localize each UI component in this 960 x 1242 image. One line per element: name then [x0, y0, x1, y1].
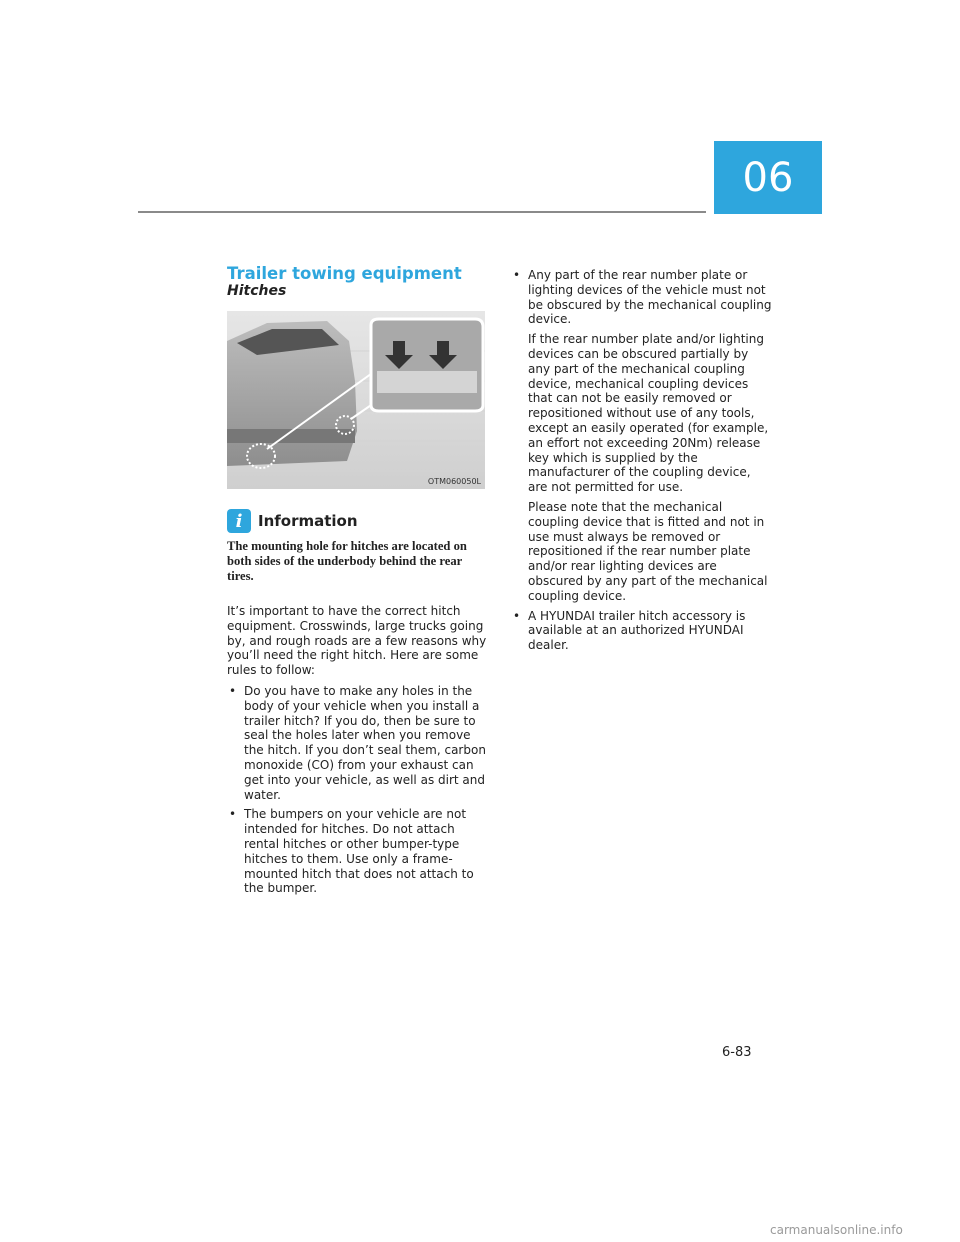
bullet-icon: •: [513, 268, 521, 282]
vehicle-rear-illustration: [227, 311, 485, 489]
section-title: Trailer towing equipment: [227, 264, 462, 283]
info-icon: i: [227, 509, 251, 533]
list-item-text: Do you have to make any holes in the body of your vehicle when you install a trailer hitch? If you do, then be sure to seal the holes later when you remove the hitch. If you don’t seal them, carbon monoxide (CO) from your exhaust can get into your vehicle, as well as dirt and water.: [244, 683, 486, 802]
list-item: [227, 684, 489, 802]
info-header: [227, 509, 489, 533]
page-number: 6-83: [722, 1045, 752, 1060]
right-bullet-list: [511, 268, 773, 653]
list-item: [227, 807, 489, 896]
bullet-icon: •: [513, 608, 521, 623]
info-body: The mounting hole for hitches are located on both sides of the underbody behind the rear tires.: [227, 539, 467, 583]
left-column: [227, 262, 489, 901]
list-item: [511, 268, 773, 604]
footer-watermark: carmanualsonline.info: [770, 1223, 903, 1237]
list-item-text: The bumpers on your vehicle are not intended for hitches. Do not attach rental hitches or other bumper-type hitches to them. Use only a frame-mounted hitch that does not attach to the bumper.: [244, 807, 474, 896]
hitch-location-figure: [227, 311, 485, 489]
bullet-icon: •: [229, 807, 237, 822]
header-rule: [138, 211, 706, 213]
list-item-text: A HYUNDAI trailer hitch accessory is available at an authorized HYUNDAI dealer.: [528, 608, 746, 653]
chapter-tab: [714, 141, 822, 214]
chapter-number: 06: [742, 154, 794, 201]
subsection-title: Hitches: [227, 283, 287, 299]
list-item: [511, 609, 773, 653]
figure-code: OTM060050L: [427, 477, 481, 486]
left-bullet-list: [227, 684, 489, 896]
intro-paragraph: It’s important to have the correct hitch equipment. Crosswinds, large trucks going by, and rough roads are a few reasons why you’ll need the right hitch. Here are some rules to follow:: [227, 604, 487, 678]
bullet-icon: •: [229, 683, 237, 698]
list-item-paragraph: If the rear number plate and/or lighting devices can be obscured partially by any part of the mechanical coupling device, mechanical coupling devices that can not be easily removed or repositioned without use of any tools, except an easily operated (for example, an effort not exceeding 20Nm) release key which is supplied by the manufacturer of the coupling device, are not permitted for use.: [528, 332, 769, 495]
list-item-paragraph: Please note that the mechanical coupling device that is fitted and not in use must always be removed or repositioned if the rear number plate and/or rear lighting devices are obscured by any part of the mechanical coupling device.: [528, 499, 768, 603]
info-title: Information: [258, 512, 358, 530]
right-column: [511, 262, 773, 658]
list-item-text: Any part of the rear number plate or lighting devices of the vehicle must not be obscured by the mechanical coupling device.: [528, 268, 772, 327]
